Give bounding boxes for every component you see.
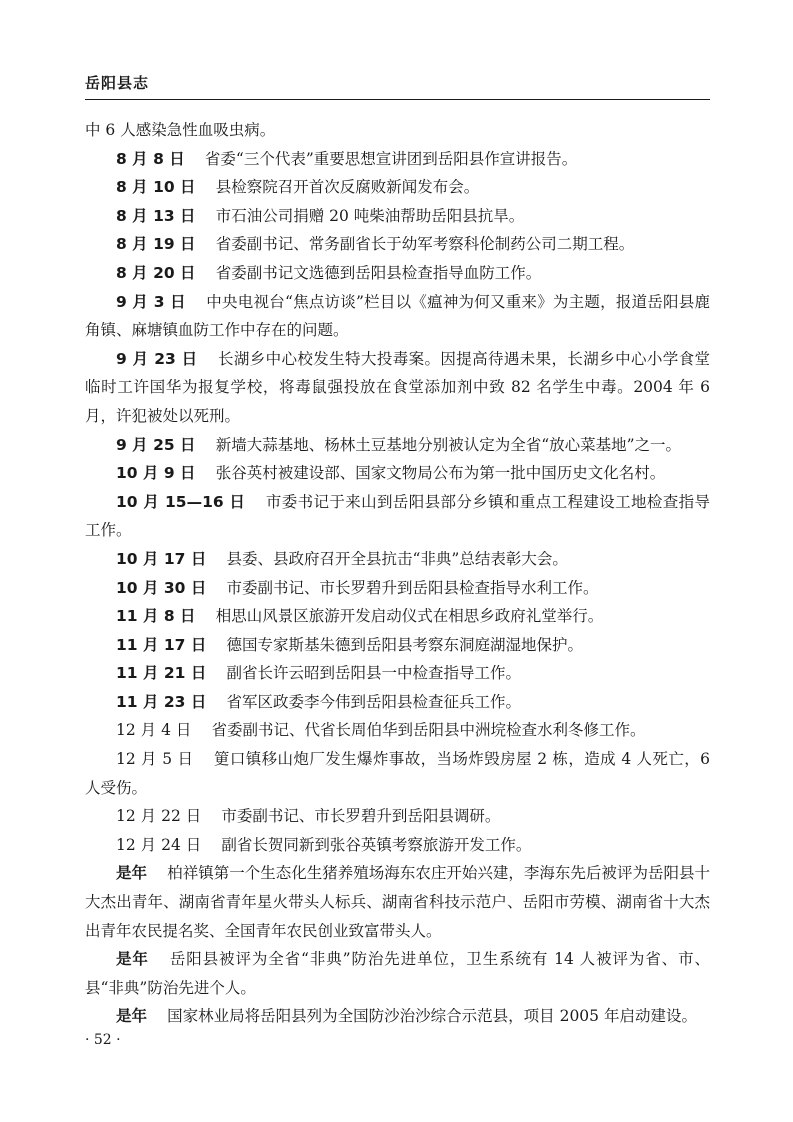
entry-text: 中央电视台“焦点访谈”栏目以《瘟神为何又重来》为主题，报道岳阳县鹿角镇、麻塘镇血防工作中存在的问题。	[85, 292, 710, 340]
entry-text: 张谷英村被建设部、国家文物局公布为第一批中国历史文化名村。	[215, 464, 666, 483]
continued-paragraph: 中 6 人感染急性血吸虫病。	[85, 121, 276, 139]
entry-date: 8 月 20 日	[116, 263, 196, 282]
entry-date: 12 月 24 日	[116, 835, 202, 854]
chronicle-entry	[85, 716, 710, 745]
entry-text: 副省长贺同新到张谷英镇考察旅游开发工作。	[221, 835, 532, 854]
entry-date: 10 月 15—16 日	[116, 492, 246, 511]
chronicle-entry	[85, 745, 710, 802]
chronicle-entry	[85, 688, 710, 717]
entry-date: 是年	[116, 864, 148, 883]
entry-date: 9 月 23 日	[116, 349, 198, 368]
entry-text: 县委、县政府召开全县抗击“非典”总结表彰大会。	[226, 549, 568, 568]
entry-text: 德国专家斯基朱德到岳阳县考察东洞庭湖湿地保护。	[226, 635, 583, 654]
chronicle-entry	[85, 945, 710, 1002]
entry-date: 12 月 4 日	[116, 721, 192, 740]
entry-text: 省委副书记文选德到岳阳县检查指导血防工作。	[215, 263, 542, 282]
chronicle-entry	[85, 802, 710, 831]
page-number: · 52 ·	[85, 1032, 121, 1048]
chronicle-body	[85, 116, 710, 1031]
entry-date: 10 月 30 日	[116, 578, 207, 597]
entry-date: 11 月 23 日	[116, 692, 207, 711]
entry-date: 11 月 21 日	[116, 664, 207, 683]
entry-date: 11 月 17 日	[116, 635, 207, 654]
chronicle-entry	[85, 345, 710, 431]
entry-date: 8 月 10 日	[116, 178, 196, 197]
chronicle-entry	[85, 545, 710, 574]
entry-date: 是年	[116, 1007, 148, 1026]
entry-text: 省军区政委李今伟到岳阳县检查征兵工作。	[226, 692, 521, 711]
entry-text: 筻口镇移山炮厂发生爆炸事故，当场炸毁房屋 2 栋，造成 4 人死亡，6 人受伤。	[85, 750, 710, 797]
chronicle-entry	[85, 259, 710, 288]
entry-date: 8 月 13 日	[116, 206, 196, 225]
entry-text: 新墙大蒜基地、杨林土豆基地分别被认定为全省“放心菜基地”之一。	[215, 435, 682, 454]
entry-text: 省委副书记、代省长周伯华到岳阳县中洲垸检查水利冬修工作。	[211, 721, 646, 740]
header-divider	[85, 99, 710, 100]
entry-date: 10 月 9 日	[116, 464, 196, 483]
chronicle-entry	[85, 859, 710, 945]
entry-text: 柏祥镇第一个生态化生猪养殖场海东农庄开始兴建，李海东先后被评为岳阳县十大杰出青年、湖南省青年星火带头人标兵、湖南省科技示范户、岳阳市劳模、湖南省十大杰出青年农民提名奖、全国青年农民创业致富带头人。	[85, 864, 710, 940]
chronicle-entry	[85, 574, 710, 603]
entry-date: 12 月 5 日	[116, 750, 194, 769]
entry-date: 9 月 3 日	[116, 292, 186, 311]
chronicle-entry	[85, 431, 710, 460]
entry-list	[85, 145, 710, 1031]
entry-text: 省委“三个代表”重要思想宣讲团到岳阳县作宣讲报告。	[204, 149, 578, 168]
entry-text: 长湖乡中心校发生特大投毒案。因提高待遇未果，长湖乡中心小学食堂临时工许国华为报复学校，将毒鼠强投放在食堂添加剂中致 82 名学生中毒。2004 年 6 月，许犯被处以死刑。	[85, 349, 710, 425]
entry-text: 国家林业局将岳阳县列为全国防沙治沙综合示范县，项目 2005 年启动建设。	[167, 1007, 697, 1026]
chronicle-entry	[85, 173, 710, 202]
entry-text: 市委书记于来山到岳阳县部分乡镇和重点工程建设工地检查指导工作。	[85, 492, 710, 540]
entry-text: 县检察院召开首次反腐败新闻发布会。	[215, 178, 480, 197]
chronicle-entry	[85, 1002, 710, 1031]
entry-text: 省委副书记、常务副省长于幼军考察科伦制药公司二期工程。	[215, 235, 635, 254]
entry-text: 市委副书记、市长罗碧升到岳阳县调研。	[221, 807, 501, 826]
entry-text: 相思山风景区旅游开发启动仪式在相思乡政府礼堂举行。	[215, 607, 604, 626]
entry-date: 12 月 22 日	[116, 807, 202, 826]
chronicle-entry	[85, 459, 710, 488]
chronicle-entry	[85, 602, 710, 631]
entry-date: 8 月 8 日	[116, 149, 185, 168]
chronicle-entry	[85, 230, 710, 259]
entry-date: 11 月 8 日	[116, 607, 196, 626]
entry-text: 市石油公司捐赠 20 吨柴油帮助岳阳县抗旱。	[215, 206, 525, 225]
running-header-title: 岳阳县志	[85, 74, 150, 92]
entry-text: 岳阳县被评为全省“非典”防治先进单位，卫生系统有 14 人被评为省、市、县“非典”防治先进个人。	[85, 950, 710, 997]
entry-date: 9 月 25 日	[116, 435, 196, 454]
entry-date: 是年	[116, 950, 149, 969]
chronicle-entry	[85, 145, 710, 174]
entry-date: 8 月 19 日	[116, 235, 196, 254]
entry-text: 副省长许云昭到岳阳县一中检查指导工作。	[226, 664, 521, 683]
chronicle-entry	[85, 659, 710, 688]
chronicle-entry	[85, 202, 710, 231]
chronicle-entry	[85, 831, 710, 860]
entry-date: 10 月 17 日	[116, 549, 207, 568]
entry-text: 市委副书记、市长罗碧升到岳阳县检查指导水利工作。	[226, 578, 599, 597]
chronicle-entry	[85, 288, 710, 345]
chronicle-entry	[85, 488, 710, 545]
chronicle-entry	[85, 631, 710, 660]
